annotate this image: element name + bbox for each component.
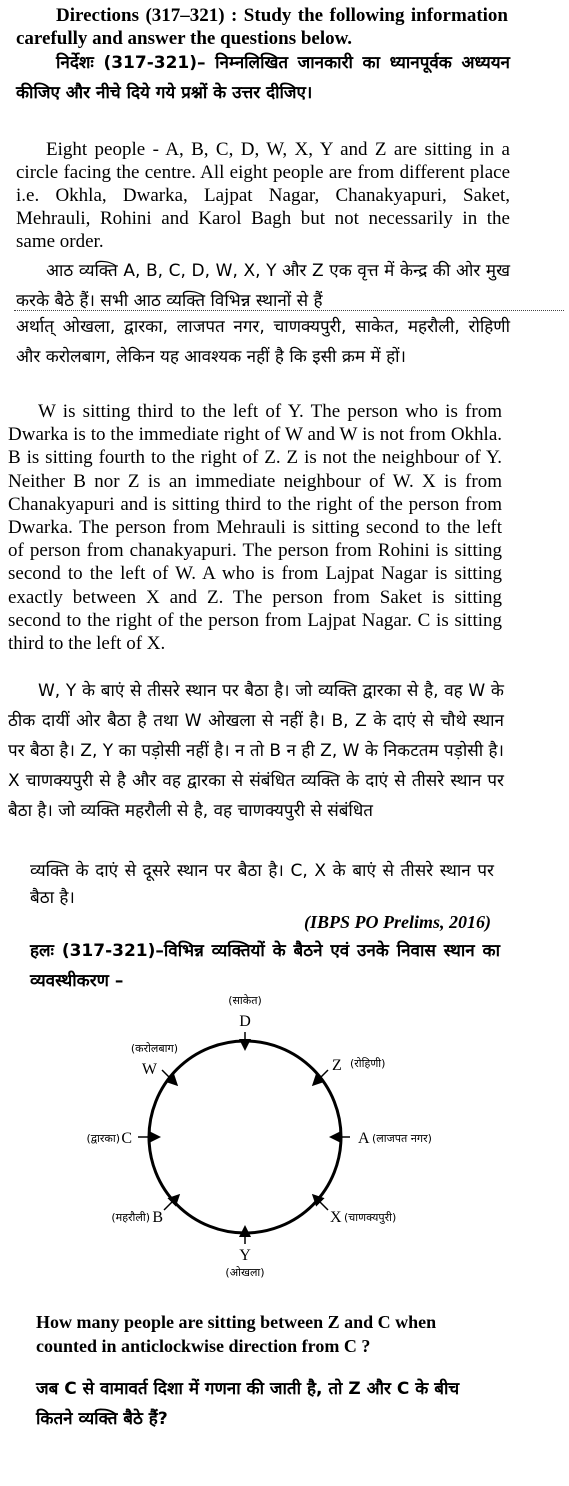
seat-name-d: D — [239, 1013, 251, 1030]
separator-dotted — [14, 310, 564, 311]
directions-heading-en: Directions (317–321) : Study the following information carefully and answer the questions below. — [16, 5, 508, 49]
seat-place-d: (साकेत) — [228, 994, 262, 1007]
directions-heading-hi: निर्देशः (317-321)– निम्नलिखित जानकारी का ध्यानपूर्वक अध्ययन कीजिए और नीचे दिये गये प्रश्नों के उत्तर दीजिए। — [16, 53, 510, 103]
seat-place-x: (चाणक्यपुरी) — [344, 1211, 397, 1224]
seating-circle — [149, 1041, 341, 1233]
solution-heading — [30, 936, 500, 996]
intro-hi-line1: आठ व्यक्ति A, B, C, D, W, X, Y और Z एक वृत्त में केन्द्र की ओर मुख करके बैठे हैं। सभी आठ व्यक्ति विभिन्न स्थानों से हैं — [16, 261, 510, 311]
seat-name-b: B — [152, 1209, 163, 1226]
intro-hi-line2: अर्थात् ओखला, द्वारका, लाजपत नगर, चाणक्यपुरी, साकेत, महरौली, रोहिणी और करोलबाग, लेकिन यह आवश्यक नहीं है कि इसी क्रम में हों। — [16, 317, 510, 367]
seat-place-w: (करोलबाग) — [130, 1042, 178, 1055]
solution-heading-text: हलः (317-321)–विभिन्न व्यक्तियों के बैठने एवं उनके निवास स्थान का व्यवस्थीकरण – — [30, 941, 500, 991]
seat-place-y: (ओखला) — [225, 1266, 265, 1279]
conditions-en: W is sitting third to the left of Y. The person who is from Dwarka is to the immediate right of W and W is not from Okhla. B is sitting fourth to the right of Z. Z is not the neighbour of Y. Neither B nor Z is an immediate neighbour of W. X is from Chanakyapuri and is sitting third to the right of the person from Dwarka. The person from Mehrauli is sitting second to the left of person from chanakyapuri. The person from Rohini is sitting second to the left of W. A who is from Lajpat Nagar is sitting exactly between X and Z. The person from Saket is sitting second to the right of the person from Lajpat Nagar. C is sitting third to the left of X. — [8, 401, 502, 655]
seat-place-z: (रोहिणी) — [350, 1057, 386, 1070]
seat-name-x: X — [330, 1209, 342, 1226]
seat-place-b: (महरौली) — [111, 1211, 150, 1224]
seating-diagram — [60, 990, 480, 1280]
intro-en: Eight people - A, B, C, D, W, X, Y and Z are sitting in a circle facing the centre. All eight people are from different place i.e. Okhla, Dwarka, Lajpat Nagar, Chanakyapuri, Saket, Mehrauli, Rohini and Karol Bagh but not necessarily in the same order. — [16, 139, 510, 252]
question-en: How many people are sitting between Z and C when counted in anticlockwise direction from C ? — [36, 1312, 437, 1356]
seat-name-y: Y — [239, 1247, 251, 1264]
seat-name-a: A — [358, 1130, 370, 1147]
question-hi: जब C से वामावर्त दिशा में गणना की जाती है, तो Z और C के बीच कितने व्यक्ति बैठे हैं? — [36, 1379, 460, 1429]
seat-name-w: W — [141, 1061, 157, 1078]
seat-place-a: (लाजपत नगर) — [372, 1132, 432, 1145]
seat-place-c: (द्वारका) — [86, 1132, 120, 1145]
exam-source: (IBPS PO Prelims, 2016) — [304, 912, 491, 932]
conditions-hi-part1: W, Y के बाएं से तीसरे स्थान पर बैठा है। जो व्यक्ति द्वारका से है, वह W के ठीक दायीं ओर बैठा है तथा W ओखला से नहीं है। B, Z के दाएं से चौथे स्थान पर बैठा है। Z, Y का पड़ोसी नहीं है। न तो B न ही Z, W के निकटतम पड़ोसी है। X चाणक्यपुरी से है और वह द्वारका से संबंधित व्यक्ति के दाएं से तीसरे स्थान पर बैठा है। जो व्यक्ति महरौली से है, वह चाणक्यपुरी से संबंधित — [8, 681, 504, 821]
seat-name-z: Z — [332, 1057, 342, 1074]
seat-name-c: C — [121, 1130, 132, 1147]
conditions-hi-part2: व्यक्ति के दाएं से दूसरे स्थान पर बैठा है। C, X के बाएं से तीसरे स्थान पर बैठा है। — [30, 861, 494, 908]
